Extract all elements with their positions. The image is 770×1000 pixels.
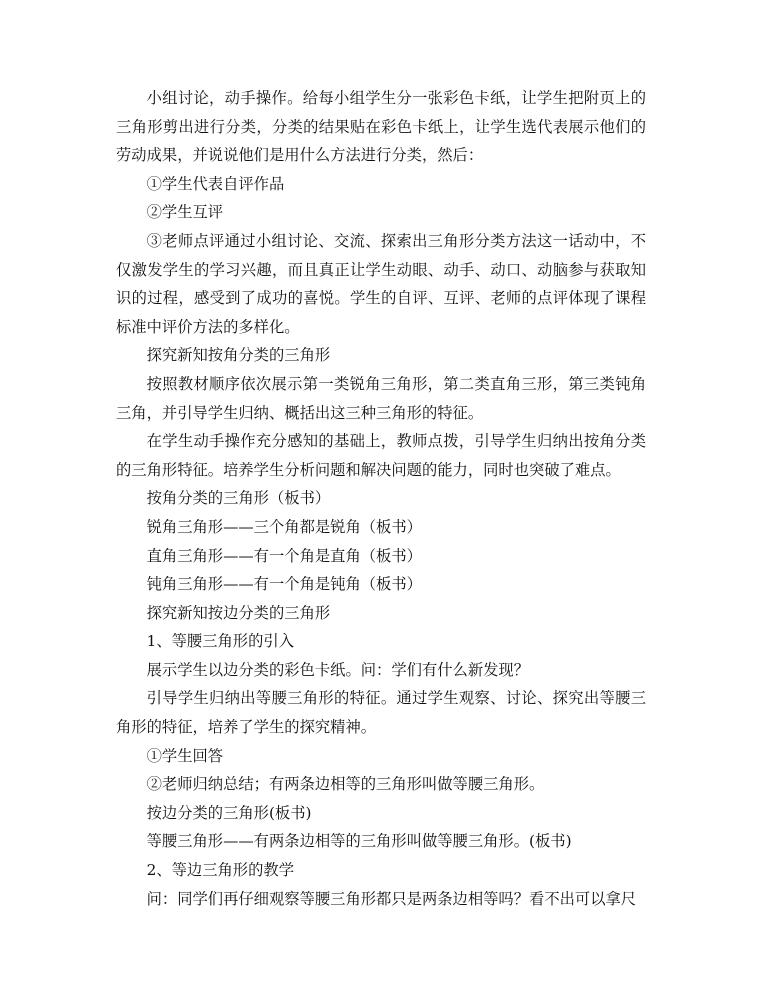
section-heading-side: 探究新知按边分类的三角形 xyxy=(146,603,331,622)
board-note-right: 直角三角形——有一个角是直角（板书） xyxy=(146,546,422,565)
paragraph-1: 小组讨论，动手操作。给每小组学生分一张彩色卡纸，让学生把附页上的三角形剪出进行分类，分类的结果贴在彩色卡纸上，让学生选代表展示他们的劳动成果，并说说他们是用什么方法进行分类，然后： xyxy=(116,89,646,165)
document-page xyxy=(116,84,646,913)
board-note-side: 按边分类的三角形(板书) xyxy=(146,803,312,822)
paragraph-3: ②学生互评 xyxy=(146,203,224,222)
paragraph-4: ③老师点评通过小组讨论、交流、探索出三角形分类方法这一话动中，不仅激发学生的学习兴趣，而且真正让学生动眼、动手、动口、动脑参与获取知识的过程，感受到了成功的喜悦。学生的自评、互评、老师的点评体现了课程标准中评价方法的多样化。 xyxy=(116,231,646,336)
board-note-angle: 按角分类的三角形（板书） xyxy=(146,489,331,508)
paragraph-7: 在学生动手操作充分感知的基础上，教师点拨，引导学生归纳出按角分类的三角形特征。培养学生分析问题和解决问题的能力，同时也突破了难点。 xyxy=(116,432,646,479)
subheading-equilateral: 2、等边三角形的教学 xyxy=(146,861,294,880)
paragraph-2: ①学生代表自评作品 xyxy=(146,174,285,193)
board-note-acute: 锐角三角形——三个角都是锐角（板书） xyxy=(146,517,422,536)
paragraph-17: ②老师归纳总结；有两条边相等的三角形叫做等腰三角形。 xyxy=(146,775,545,794)
section-heading-angle: 探究新知按角分类的三角形 xyxy=(146,346,331,365)
paragraph-21: 问：同学们再仔细观察等腰三角形都只是两条边相等吗？看不出可以拿尺 xyxy=(146,889,637,908)
paragraph-15: 引导学生归纳出等腰三角形的特征。通过学生观察、讨论、探究出等腰三角形的特征，培养了学生的探究精神。 xyxy=(116,689,646,737)
subheading-isosceles: 1、等腰三角形的引入 xyxy=(146,632,294,651)
board-note-obtuse: 钝角三角形——有一个角是钝角（板书） xyxy=(146,575,422,594)
board-note-isosceles: 等腰三角形——有两条边相等的三角形叫做等腰三角形。(板书) xyxy=(146,832,572,851)
paragraph-16: ①学生回答 xyxy=(146,746,224,765)
paragraph-6: 按照教材顺序依次展示第一类锐角三角形，第二类直角三形，第三类钝角三角，并引导学生归纳、概括出这三种三角形的特征。 xyxy=(116,374,646,422)
paragraph-14: 展示学生以边分类的彩色卡纸。问：学们有什么新发现？ xyxy=(146,660,530,679)
